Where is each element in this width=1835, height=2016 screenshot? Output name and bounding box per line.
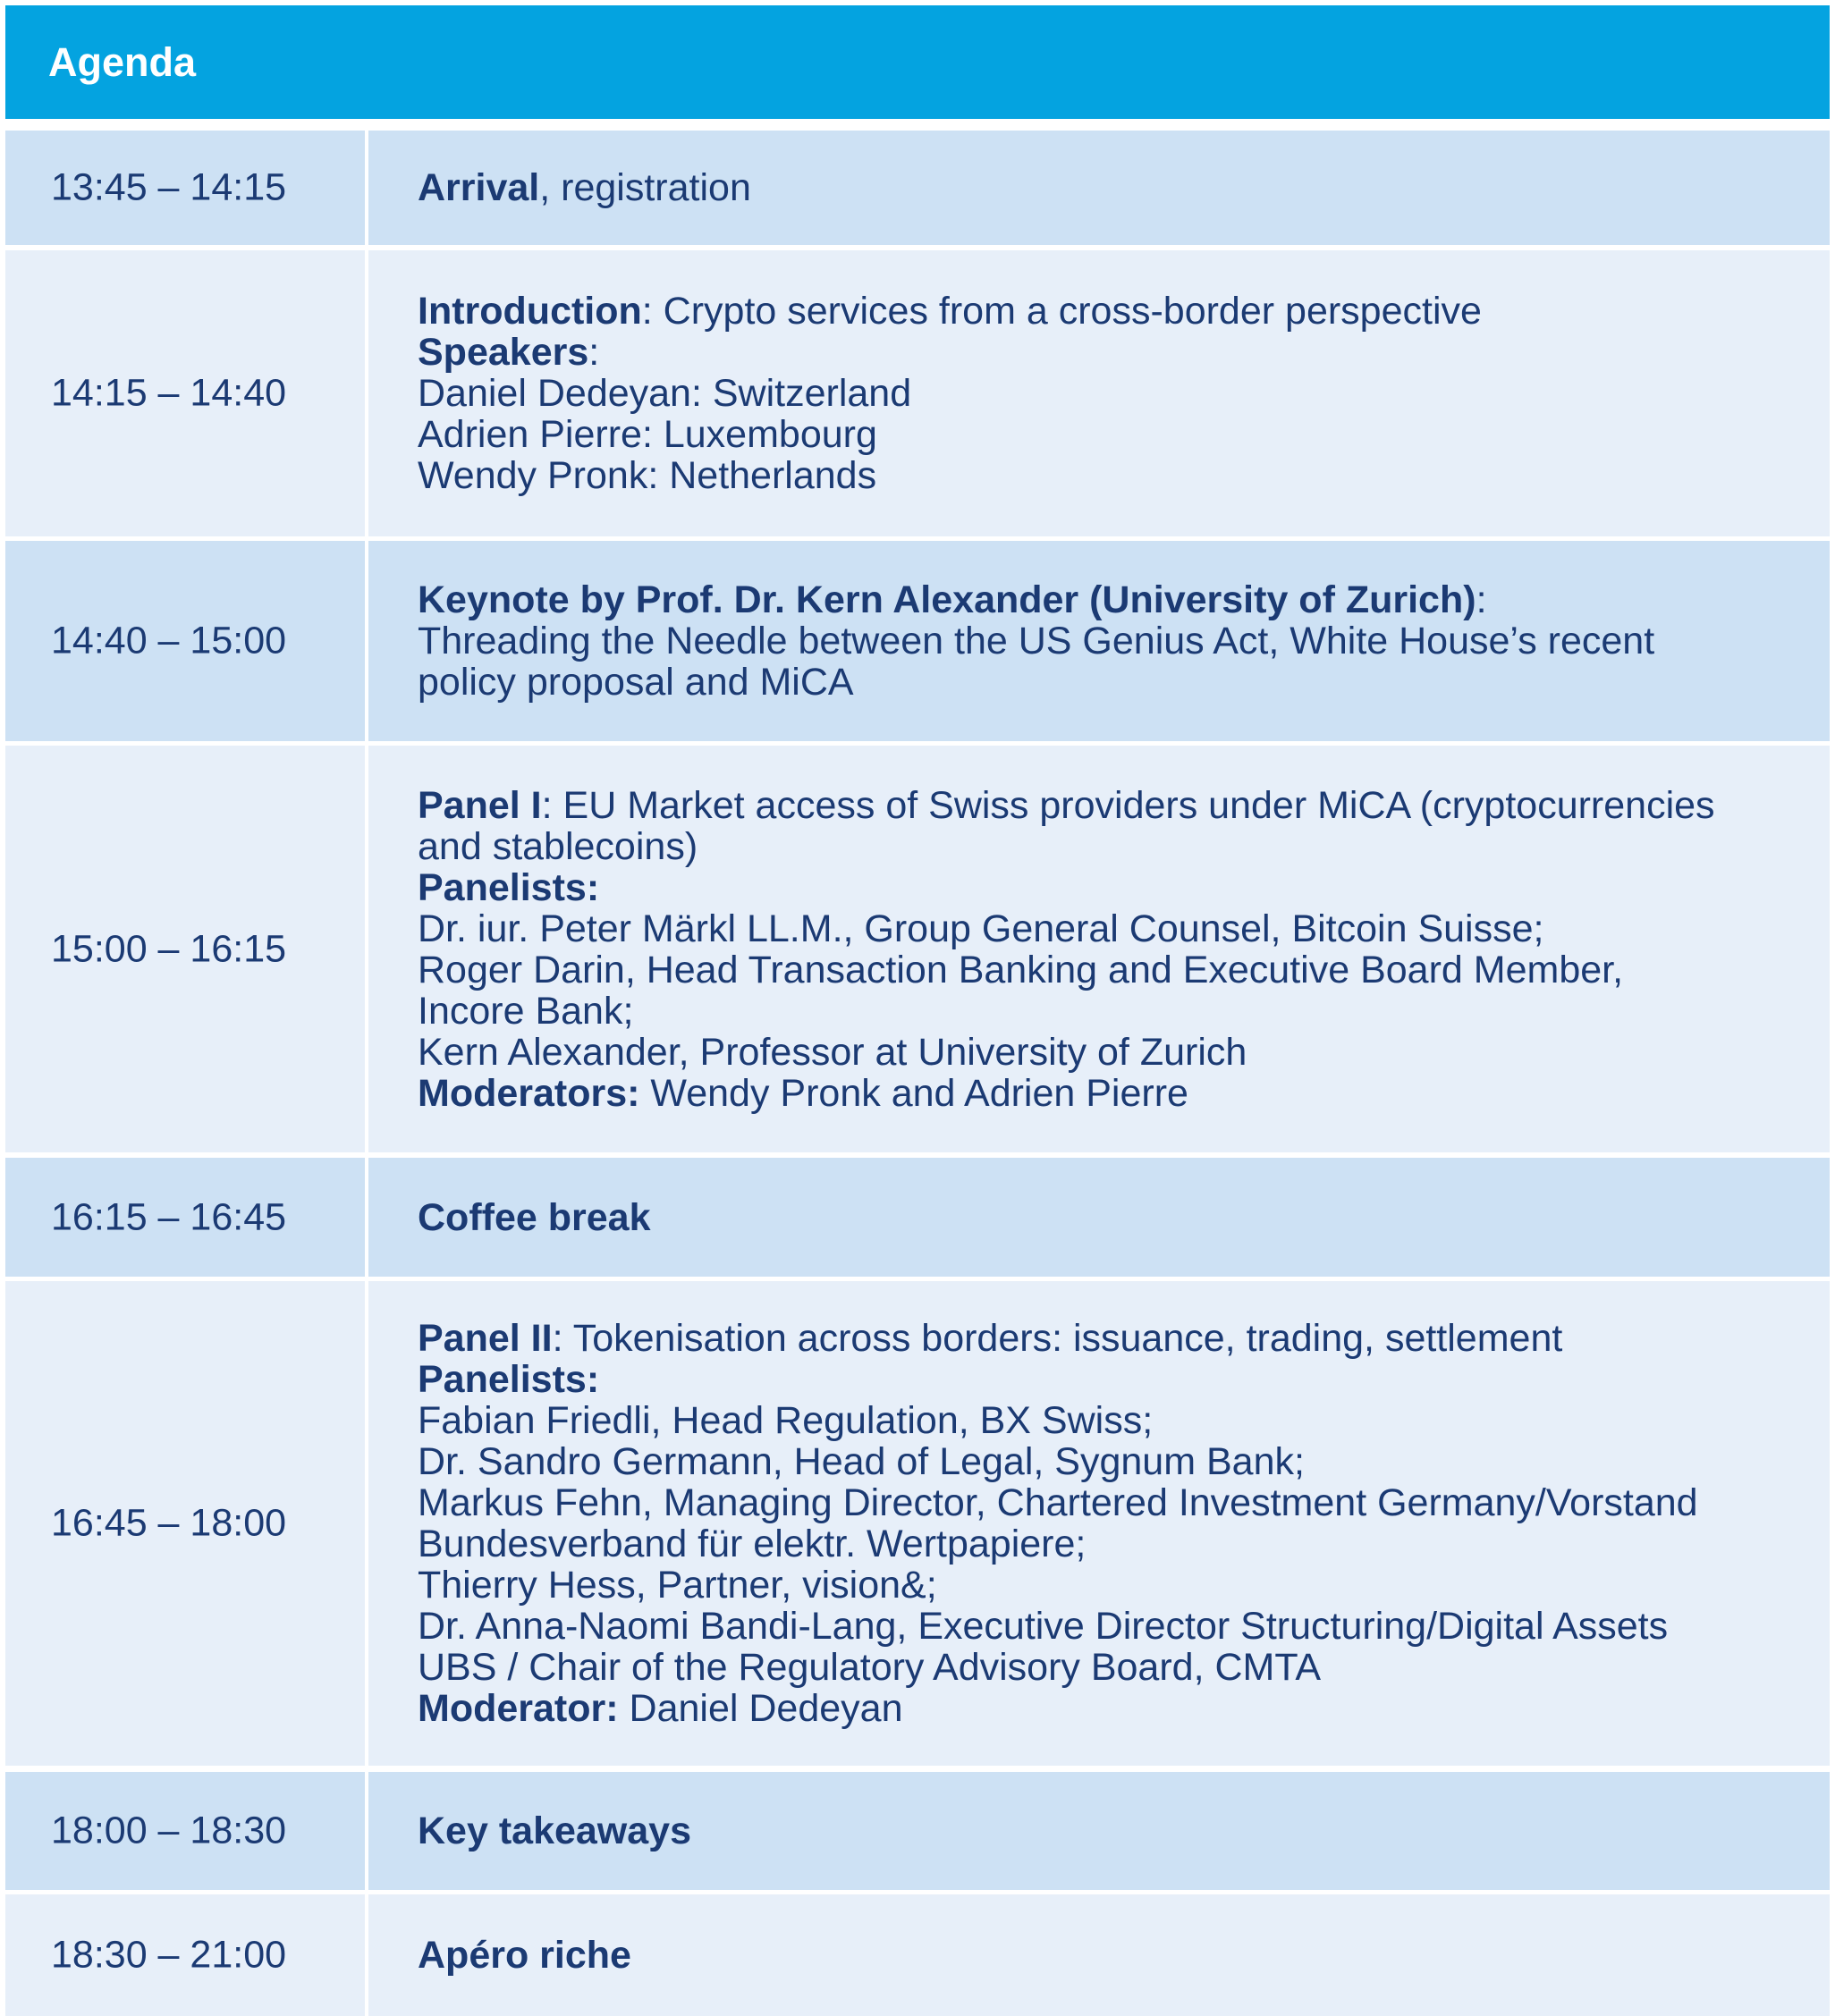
session-line — [418, 373, 1812, 414]
session-line-text: Threading the Needle between the US Genius Act, White House’s recent — [418, 620, 1655, 662]
session-line-text: Adrien Pierre: Luxembourg — [418, 413, 877, 456]
session-line — [418, 662, 1812, 703]
session-line-bold: Introduction — [418, 290, 642, 333]
session-line-text: Dr. Anna-Naomi Bandi-Lang, Executive Director Structuring/Digital Assets — [418, 1605, 1669, 1648]
session-line — [418, 785, 1812, 826]
session-line — [418, 1441, 1812, 1482]
session-line-text: Incore Bank; — [418, 989, 634, 1033]
session-line — [418, 949, 1812, 991]
session-line-text: Dr. Sandro Germann, Head of Legal, Sygnum Bank; — [418, 1440, 1305, 1483]
session-line-bold: Keynote by Prof. Dr. Kern Alexander (University of Zurich) — [418, 578, 1476, 621]
session-details — [418, 291, 1812, 496]
session-line-text: and stablecoins) — [418, 824, 698, 868]
agenda-row — [5, 1158, 1830, 1277]
session-line-text: : Tokenisation across borders: issuance, trading, settlement — [552, 1317, 1563, 1360]
session-line — [418, 1935, 1812, 1976]
session-line-bold: Moderator: — [418, 1687, 619, 1730]
session-cell — [368, 131, 1830, 245]
session-line-text: Markus Fehn, Managing Director, Chartered Investment Germany/Vorstand — [418, 1481, 1698, 1524]
agenda-header — [5, 5, 1830, 119]
session-cell — [368, 1158, 1830, 1277]
time-slot: 16:15 – 16:45 — [51, 1195, 287, 1238]
session-line — [418, 1318, 1812, 1359]
session-details — [418, 579, 1812, 703]
time-cell — [5, 131, 365, 245]
session-line-text: : — [1476, 578, 1487, 621]
time-slot: 18:00 – 18:30 — [51, 1809, 287, 1852]
session-line — [418, 826, 1812, 867]
session-line-bold: Apéro riche — [418, 1934, 631, 1977]
session-line-text: Kern Alexander, Professor at University of Zurich — [418, 1030, 1247, 1074]
session-line — [418, 167, 1812, 208]
session-line-bold: Panelists: — [418, 1358, 600, 1401]
session-line-text: Wendy Pronk: Netherlands — [418, 454, 877, 497]
session-line — [418, 332, 1812, 373]
agenda-row — [5, 1894, 1830, 2016]
session-line — [418, 1400, 1812, 1441]
session-line-text: UBS / Chair of the Regulatory Advisory Board, CMTA — [418, 1646, 1322, 1689]
time-cell — [5, 250, 365, 536]
session-line — [418, 1647, 1812, 1688]
session-details — [418, 1810, 1812, 1852]
session-line — [418, 414, 1812, 455]
agenda-title: Agenda — [48, 39, 197, 85]
session-cell — [368, 746, 1830, 1152]
session-line — [418, 1482, 1812, 1523]
time-cell — [5, 1772, 365, 1890]
session-line-bold: Arrival — [418, 166, 540, 209]
time-cell — [5, 541, 365, 741]
session-line — [418, 291, 1812, 332]
session-line — [418, 1359, 1812, 1400]
agenda-row — [5, 1281, 1830, 1766]
agenda-row — [5, 131, 1830, 245]
session-line — [418, 1688, 1812, 1729]
session-line-bold: Moderators: — [418, 1071, 640, 1115]
session-cell — [368, 1281, 1830, 1766]
time-cell — [5, 1894, 365, 2016]
session-line-text: Daniel Dedeyan — [618, 1687, 903, 1730]
session-line-bold: Coffee break — [418, 1195, 651, 1239]
time-slot: 14:15 – 14:40 — [51, 371, 287, 415]
session-line — [418, 455, 1812, 496]
session-line — [418, 579, 1812, 620]
session-details — [418, 1197, 1812, 1238]
session-line-text: : EU Market access of Swiss providers under MiCA (cryptocurrencies — [541, 783, 1715, 827]
session-line-bold: Panelists: — [418, 865, 600, 909]
session-line — [418, 1523, 1812, 1565]
agenda-row — [5, 746, 1830, 1152]
time-cell — [5, 1158, 365, 1277]
session-line-text: Thierry Hess, Partner, vision&; — [418, 1564, 937, 1607]
session-line-text: : — [588, 331, 600, 374]
session-details — [418, 1318, 1812, 1729]
session-details — [418, 1935, 1812, 1976]
time-slot: 14:40 – 15:00 — [51, 619, 287, 662]
time-slot: 15:00 – 16:15 — [51, 927, 287, 970]
session-line-text: , registration — [539, 166, 751, 209]
session-line — [418, 1032, 1812, 1073]
session-line-text: Bundesverband für elektr. Wertpapiere; — [418, 1523, 1087, 1565]
session-details — [418, 785, 1812, 1114]
session-line — [418, 1810, 1812, 1852]
session-line — [418, 1565, 1812, 1606]
time-cell — [5, 746, 365, 1152]
session-line-bold: Panel I — [418, 783, 542, 827]
session-line-text: Fabian Friedli, Head Regulation, BX Swiss; — [418, 1399, 1154, 1442]
agenda-row — [5, 541, 1830, 741]
time-slot: 16:45 – 18:00 — [51, 1501, 287, 1545]
agenda-row — [5, 1772, 1830, 1890]
session-line-text: Wendy Pronk and Adrien Pierre — [639, 1071, 1188, 1115]
session-line-text: policy proposal and MiCA — [418, 661, 854, 704]
session-line-text: Daniel Dedeyan: Switzerland — [418, 372, 912, 415]
time-slot: 13:45 – 14:15 — [51, 165, 287, 209]
session-cell — [368, 1772, 1830, 1890]
session-line-bold: Panel II — [418, 1317, 553, 1360]
time-slot: 18:30 – 21:00 — [51, 1933, 287, 1977]
session-line-bold: Speakers — [418, 331, 589, 374]
session-line-text: : Crypto services from a cross-border perspective — [641, 290, 1482, 333]
session-cell — [368, 1894, 1830, 2016]
session-line-bold: Key takeaways — [418, 1809, 691, 1852]
session-details — [418, 167, 1812, 208]
session-line-text: Roger Darin, Head Transaction Banking and Executive Board Member, — [418, 948, 1624, 991]
session-cell — [368, 541, 1830, 741]
session-line — [418, 1073, 1812, 1114]
session-line — [418, 908, 1812, 949]
session-line — [418, 991, 1812, 1032]
agenda-row — [5, 250, 1830, 536]
session-cell — [368, 250, 1830, 536]
session-line — [418, 1197, 1812, 1238]
time-cell — [5, 1281, 365, 1766]
session-line — [418, 620, 1812, 662]
session-line — [418, 1606, 1812, 1647]
session-line-text: Dr. iur. Peter Märkl LL.M., Group General Counsel, Bitcoin Suisse; — [418, 907, 1544, 950]
session-line — [418, 867, 1812, 908]
